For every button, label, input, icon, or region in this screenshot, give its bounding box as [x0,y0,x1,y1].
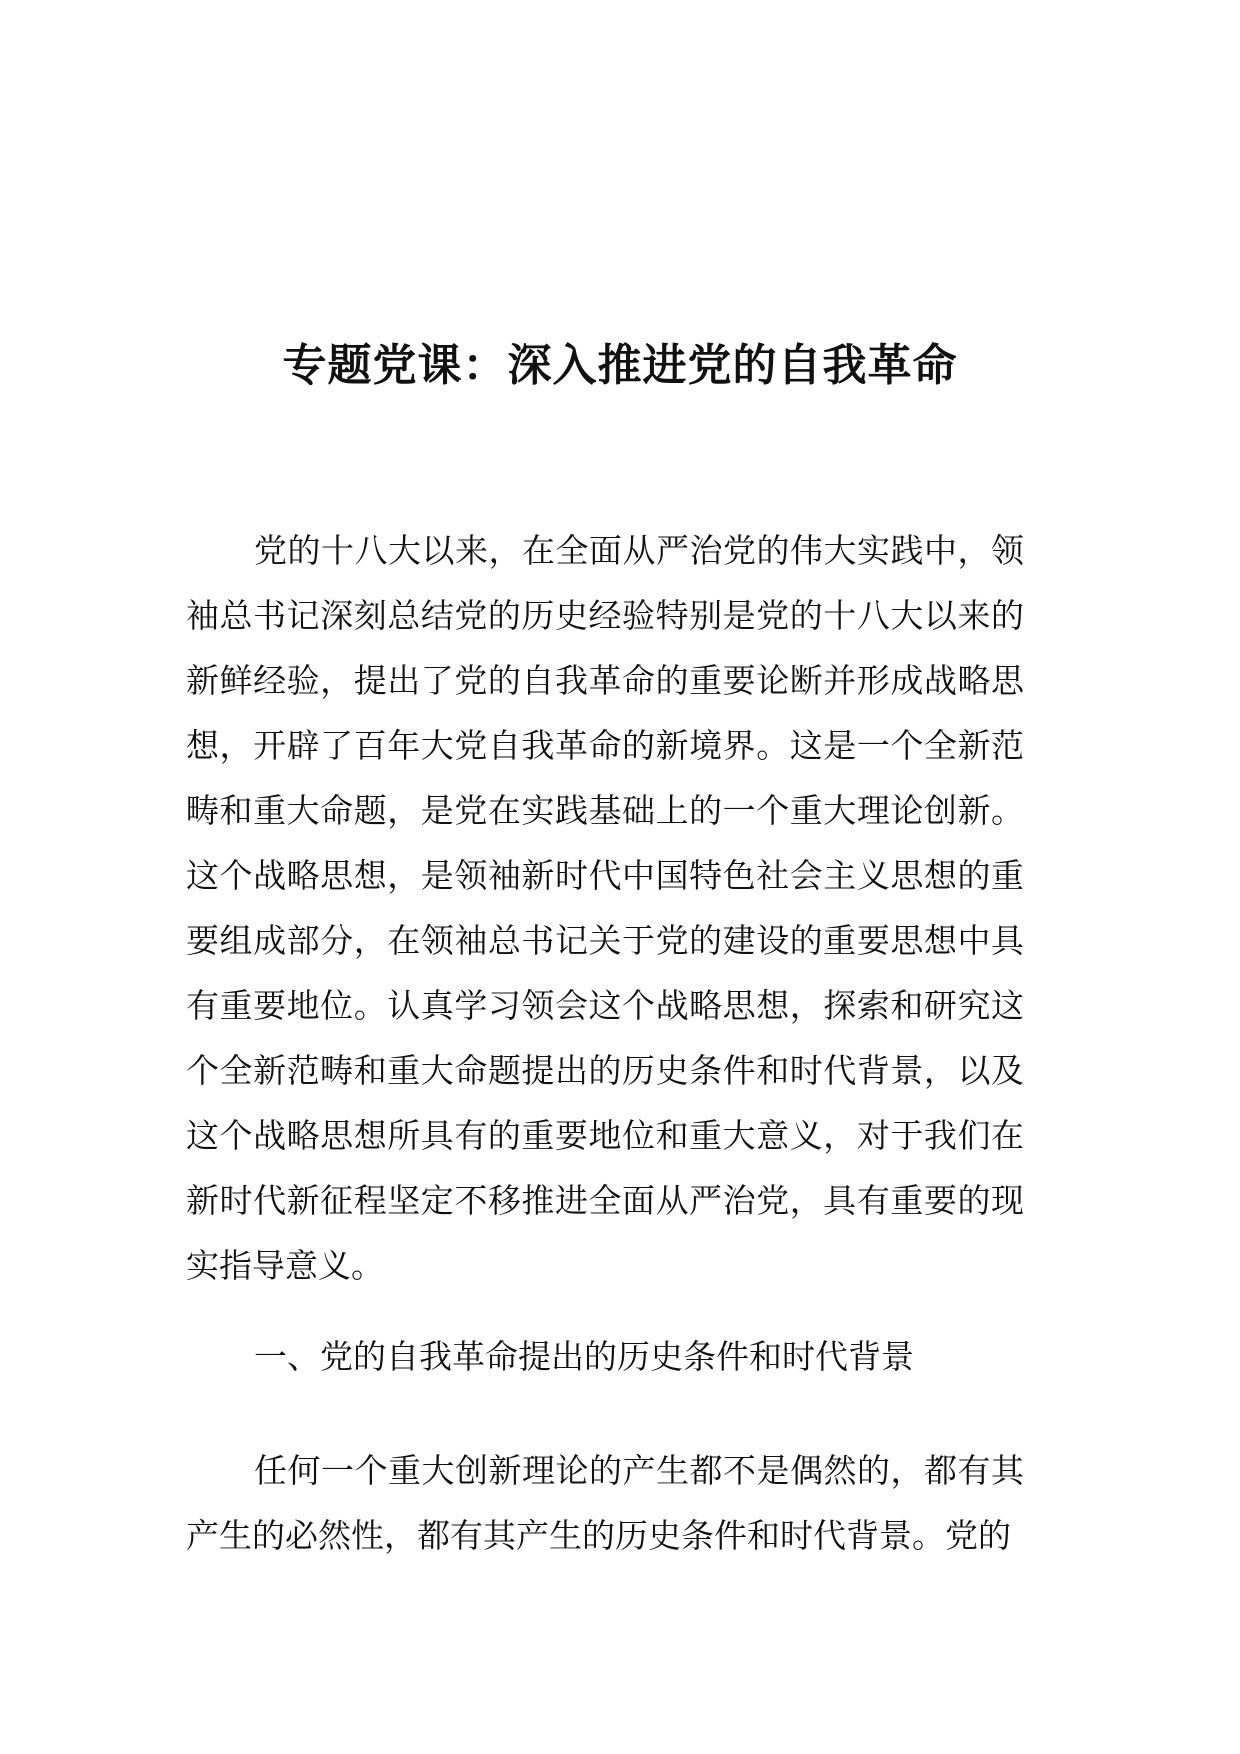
document-title: 专题党课：深入推进党的自我革命 [282,340,958,391]
body-paragraph: 任何一个重大创新理论的产生都不是偶然的，都有其产生的必然性，都有其产生的历史条件和时代背景。党的 [186,1451,1024,1555]
section-heading: 一、党的自我革命提出的历史条件和时代背景 [254,1337,914,1376]
body-paragraph: 党的十八大以来，在全面从严治党的伟大实践中，领袖总书记深刻总结党的历史经验特别是党的十八大以来的新鲜经验，提出了党的自我革命的重要论断并形成战略思想，开辟了百年大党自我革命的新境界。这是一个全新范畴和重大命题，是党在实践基础上的一个重大理论创新。这个战略思想，是领袖新时代中国特色社会主义思想的重要组成部分，在领袖总书记关于党的建设的重要思想中具有重要地位。认真学习领会这个战略思想，探索和研究这个全新范畴和重大命题提出的历史条件和时代背景，以及这个战略思想所具有的重要地位和重大意义，对于我们在新时代新征程坚定不移推进全面从严治党，具有重要的现实指导意义。 [186,531,1024,1285]
